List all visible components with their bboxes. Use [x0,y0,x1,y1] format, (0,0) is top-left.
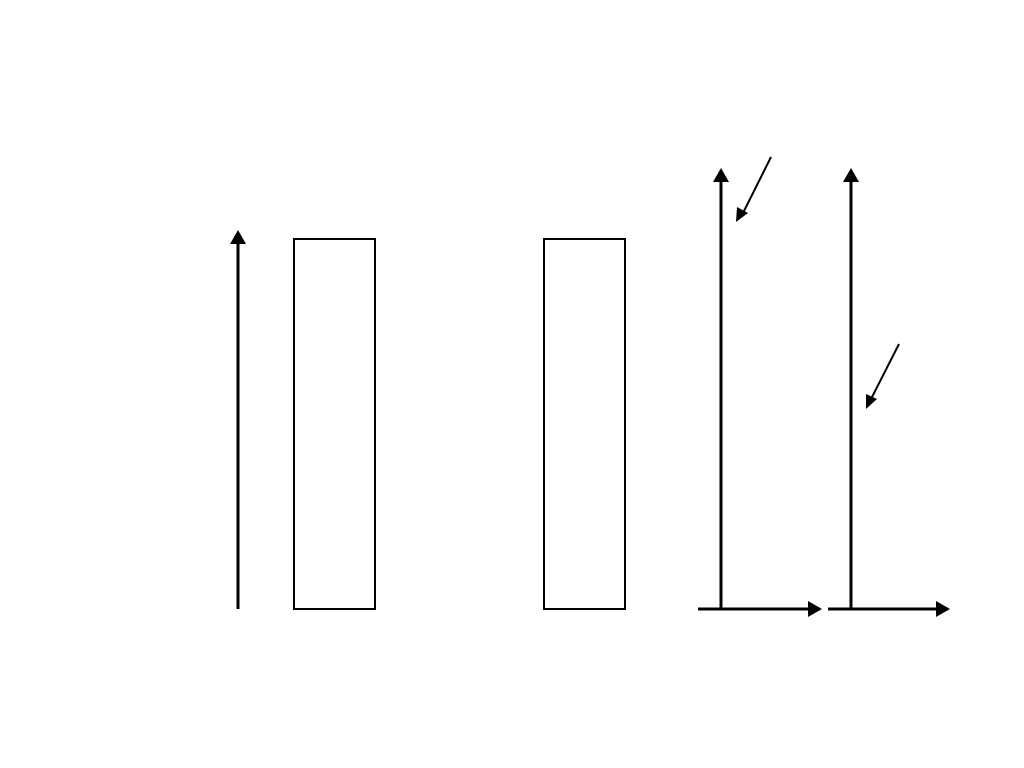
pointer-arrow-many-head [736,207,748,222]
energy-column-right [544,239,625,609]
histogram-many-axis-h-arrowhead [808,601,822,617]
histogram-few-axis-v-arrowhead [843,168,859,182]
histogram-few-axis-h-arrowhead [936,601,950,617]
pointer-arrow-few [869,344,899,403]
histogram-many-axis-v-arrowhead [713,168,729,182]
energy-axis-arrowhead [230,230,246,244]
footer-divider [18,714,1006,718]
pointer-arrow-many [741,157,771,217]
energy-column-left [294,239,375,609]
